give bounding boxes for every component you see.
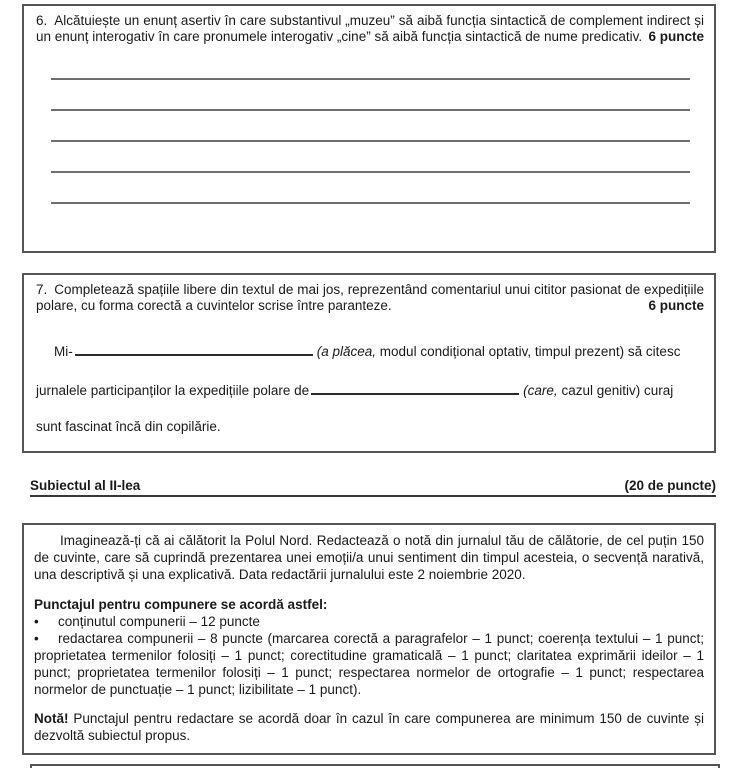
- fill-line-3-text: sunt fascinat încă din copilărie.: [36, 419, 221, 434]
- answer-line: [51, 171, 690, 173]
- scoring-item: [34, 613, 704, 630]
- scoring-heading: Punctajul pentru compunere se acordă astfel:: [34, 597, 328, 612]
- fill-blank-2: [311, 381, 519, 395]
- exercise7-prompt: [36, 282, 704, 314]
- exercise7-number: 7.: [36, 282, 48, 297]
- fill-line-2-hint-italic: (care,: [523, 383, 558, 398]
- fill-line-3: [36, 419, 704, 435]
- note-text: Punctajul pentru redactare se acordă doar în cazul în care compunerea are minimum 150 de cuvinte și dezvoltă subiectul propus.: [34, 711, 704, 743]
- bullet-icon: •: [34, 614, 39, 629]
- composition-intro: Imaginează-ți că ai călătorit la Polul Nord. Redactează o notă din jurnalul tău de călătorie, de cel puțin 150 de cuvinte, care să cuprindă prezentarea unei emoții/a unui sentiment din timpul acesteia, o secvență narativă, una descriptivă și una explicativă. Data redactării jurnalului este 2 noiembrie 2020.: [34, 533, 704, 582]
- exercise7-prompt-text: Completează spațiile libere din textul de mai jos, reprezentând comentariul unui cititor pasionat de expedițiile polare, cu forma corectă a cuvintelor scrise între paranteze.: [36, 282, 704, 313]
- section2-points: (20 de puncte): [624, 478, 716, 493]
- answer-line: [51, 140, 690, 142]
- note-label: Notă!: [34, 711, 69, 726]
- exercise6-prompt: [36, 13, 704, 45]
- section2-title: Subiectul al II-lea: [30, 478, 141, 493]
- fill-line-1-hint-italic: (a plăcea,: [316, 344, 377, 359]
- bullet-icon: •: [34, 631, 39, 646]
- exercise6-box: [22, 4, 716, 253]
- fill-line-1: [36, 342, 704, 360]
- scoring-item: [34, 630, 704, 698]
- composition-box: [22, 523, 716, 755]
- scoring-item-text: conținutul compunerii – 12 puncte: [58, 614, 260, 629]
- exercise6-answer-lines: [36, 78, 704, 204]
- fill-line-1-hint: modul condițional optativ, timpul prezent) să citesc: [376, 344, 681, 359]
- fill-line-1-prefix: Mi-: [54, 344, 73, 359]
- exercise6-number: 6.: [36, 13, 48, 28]
- exercise6-points-badge: 6 puncte: [642, 29, 704, 45]
- answer-line: [51, 109, 690, 111]
- exercise7-points-badge: 6 puncte: [642, 298, 704, 314]
- fill-line-2-text: jurnalele participanților la expedițiile polare de: [36, 383, 310, 398]
- scoring-list: [34, 613, 704, 698]
- next-box-top-edge: [30, 764, 720, 768]
- answer-line: [51, 202, 690, 204]
- answer-line: [51, 78, 690, 80]
- fill-blank-1: [75, 342, 313, 356]
- note-paragraph: [34, 710, 704, 744]
- scoring-item-text: redactarea compunerii – 8 puncte (marcarea corectă a paragrafelor – 1 punct; coerența textului – 1 punct; proprietatea termenilor folosiți – 1 punct; corectitudine gramaticală – 1 punct; claritatea exprimării ideilor – 1 punct; proprietatea termenilor folosiți – 1 punct; respectarea normelor de ortografie – 1 punct; respectarea normelor de punctuație – 1 punct; lizibilitate – 1 punct).: [34, 631, 704, 697]
- fill-line-2-hint: cazul genitiv) curaj: [557, 383, 674, 398]
- exercise7-box: [22, 273, 716, 453]
- fill-line-2: [36, 381, 704, 399]
- section2-heading: [30, 478, 716, 497]
- exercise6-prompt-text: Alcătuiește un enunț asertiv în care substantivul „muzeu” să aibă funcția sintactică de complement indirect și un enunț interogativ în care pronumele interogativ „cine” să aibă funcția sintactică de nume predicativ.: [36, 13, 704, 44]
